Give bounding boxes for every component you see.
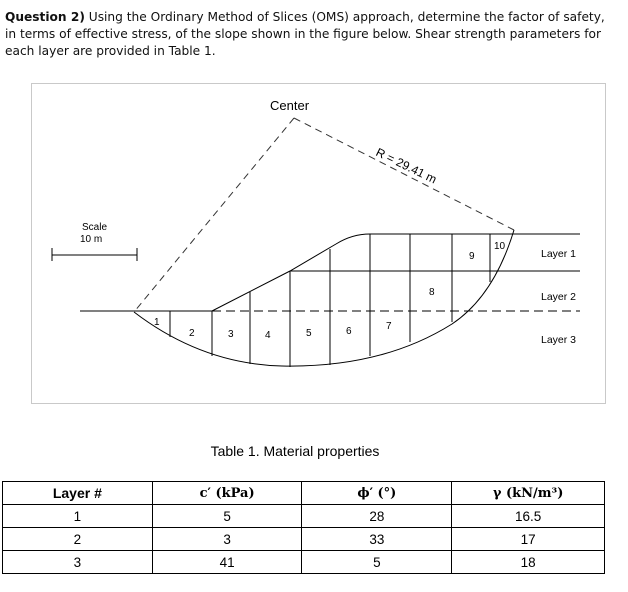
slope-figure	[32, 84, 607, 405]
radius-line-right	[294, 118, 514, 230]
table-cell: 18	[452, 551, 605, 574]
table-cell: 33	[302, 528, 452, 551]
layer-label-2: Layer 2	[541, 291, 577, 303]
layer-label-1: Layer 1	[541, 248, 577, 260]
center-label: Center	[270, 98, 310, 113]
table-header-row	[3, 482, 605, 505]
table-row	[3, 551, 605, 574]
slice-number-6: 6	[346, 326, 352, 337]
radius-label: R = 29.41 m	[373, 145, 439, 187]
table-cell: 3	[3, 551, 153, 574]
slice-number-10: 10	[494, 241, 506, 252]
material-properties-table	[2, 481, 605, 574]
radius-line-left	[134, 118, 294, 312]
layer-label-3: Layer 3	[541, 334, 577, 346]
slice-number-5: 5	[306, 328, 312, 339]
table-cell: 5	[152, 505, 302, 528]
table-row	[3, 528, 605, 551]
slice-number-3: 3	[228, 329, 234, 340]
failure-arc	[134, 230, 514, 366]
table-caption-text: Table 1. Material properties	[210, 443, 380, 459]
table-cell: 41	[152, 551, 302, 574]
table-cell: 1	[3, 505, 153, 528]
slope-face	[212, 234, 580, 311]
question-body: Using the Ordinary Method of Slices (OMS) approach, determine the factor of safety, in terms of effective stress, of the slope shown in the figure below. Shear strength parameters for each layer are provided in Table 1.	[5, 10, 605, 58]
slice-number-8: 8	[429, 287, 435, 298]
slice-number-4: 4	[265, 330, 271, 341]
table-cell: 5	[302, 551, 452, 574]
slope-figure-frame	[31, 83, 606, 404]
table-cell: 2	[3, 528, 153, 551]
header-friction-angle: ϕ′ (°)	[302, 482, 452, 505]
header-unit-weight: γ (kN/m³)	[452, 482, 605, 505]
slice-number-7: 7	[386, 321, 392, 332]
table-cell: 28	[302, 505, 452, 528]
slice-number-9: 9	[469, 251, 475, 262]
table-caption	[0, 443, 628, 461]
table-cell: 16.5	[452, 505, 605, 528]
scale-label: Scale	[82, 222, 108, 233]
scale-value: 10 m	[80, 234, 103, 245]
slice-number-1: 1	[154, 317, 160, 328]
table-cell: 17	[452, 528, 605, 551]
question-label: Question 2)	[5, 10, 85, 24]
table-cell: 3	[152, 528, 302, 551]
header-cohesion: c′ (kPa)	[152, 482, 302, 505]
table-row	[3, 505, 605, 528]
slice-number-2: 2	[189, 328, 195, 339]
header-layer: Layer #	[3, 482, 153, 505]
question-text	[5, 9, 617, 60]
